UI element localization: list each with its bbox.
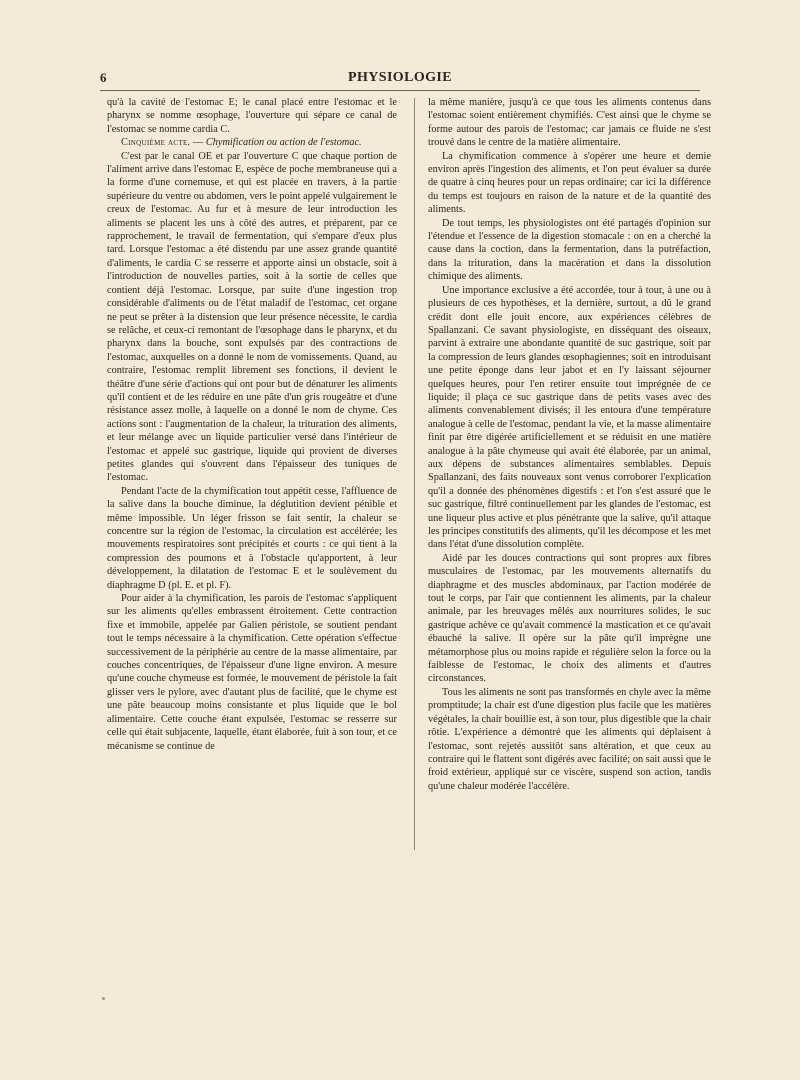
column-divider [414,98,415,850]
section-heading [107,136,397,149]
paragraph: Pendant l'acte de la chymification tout appétit cesse, l'affluence de la salive dans la bouche diminue, la déglutition devient pénible et même impossible. Un léger frisson se fait sentir, la chaleur se concentre sur la région de l'estomac, la circulation est accélérée; les mouvements respiratoires sont précipités et courts : ce qui tient à la compression des poumons et à l'obstacle qu'apportent, à leur développement, la dilatation de l'estomac E et le soulèvement du diaphragme D (pl. E. et pl. F). [107,485,397,591]
left-column [107,96,397,753]
page-number: 6 [100,70,107,85]
header-rule [100,90,700,91]
right-column [428,96,711,793]
paper-speck [102,997,105,1000]
section-dash: — [192,137,204,149]
paragraph: Une importance exclusive a été accordée, tour à tour, à une ou à plusieurs de ces hypothèses, et la dernière, surtout, a dû le grand crédit dont elle jouit encore, aux expériences célèbres de Spallanzani. Ce savant physiologiste, en disséquant des oiseaux, parvint à extraire une abondante quantité de suc gastrique, soit par la compression de leurs glandes œsophagiennes; soit en introduisant une petite éponge dans leur jabot et en l'y laissant séjourner quelques heures, pour l'en retirer ensuite tout imprégnée de ce liquide; il plaça ce suc gastrique dans de petits vases avec des aliments convenablement divisés; il les entoura d'une température analogue à celle de l'estomac, pendant la vie, et la masse alimentaire finit par être digérée artificiellement et se réduisit en une matière analogue à la pâte chymeuse qui avait été élaborée, par un animal, aux dépens de substances alimentaires semblables. Depuis Spallanzani, des faits nouveaux sont venus corroborer l'explication qu'il a donnée des phénomènes digestifs : et l'on s'est assuré que le suc gastrique, filtré continuellement par les glandes de l'estomac, est une liqueur plus active et plus pénétrante que la salive, qu'il attaque les principes constitutifs des aliments, qu'il les décompose et les met dans l'état d'une dissolution complète. [428,284,711,551]
paragraph: Tous les aliments ne sont pas transformés en chyle avec la même promptitude; la chair est d'une digestion plus facile que les matières végétales, la chair bouillie est, à son tour, plus digestible que la chair rôtie. L'expérience a démontré que les aliments qui déplaisent à l'estomac, sont rejetés aussitôt sans altération, et que ceux au contraire qui le flattent sont digérés avec facilité; on sait aussi que le froid extérieur, appliqué sur ce viscère, suspend son action, tandis qu'une chaleur modérée l'accélère. [428,686,711,792]
page-header [100,70,700,90]
paragraph-continued: la même manière, jusqu'à ce que tous les aliments contenus dans l'estomac soient entièrement chymifiés. C'est ainsi que le chyme se forme autour des parois de l'estomac; car jamais ce fluide ne s'est trouvé dans le centre de la matière alimentaire. [428,97,711,149]
paragraph: Pour aider à la chymification, les parois de l'estomac s'appliquent sur les aliments qu'elles embrassent étroitement. Cette contraction fixe et immobile, appelée par Galien péristole, se soutient pendant tout le temps nécessaire à la chymification. Cette opération s'effectue successivement de la périphérie au centre de la masse alimentaire, par couches concentriques, de l'épaisseur d'une ligne environ. A mesure qu'une couche chymeuse est formée, le mouvement de péristole la fait glisser vers le pylore, avec d'autant plus de facilité, que le chyme est une pâte beaucoup moins consistante et plus liquide que le bol alimentaire. Cette couche étant expulsée, l'estomac se resserre sur celle qui était subjacente, laquelle, étant élaborée, fuit à son tour, et ce mécanisme se continue de [107,593,397,752]
paragraph: De tout temps, les physiologistes ont été partagés d'opinion sur l'étendue et l'essence de la digestion stomacale : on en a cherché la cause dans la coction, dans la fermentation, dans la putréfaction, dans la trituration, dans la macération et dans la dissolution chimique des aliments. [428,217,711,283]
section-title: Chymification ou action de l'estomac. [205,137,362,149]
paragraph: Aidé par les douces contractions qui sont propres aux fibres musculaires de l'estomac, par les mouvements alternatifs du diaphragme et des muscles abdominaux, par l'action modérée de tout le corps, par l'air que contiennent les aliments, par la chaleur animale, par les breuvages mêlés aux nourritures solides, le suc gastrique achève ce qu'avait commencé la mastication et ce qu'avait ébauché la salive. Il opère sur la pâte qu'il imprègne une métamorphose plus ou moins rapide et régulière selon la force ou la faiblesse de l'estomac, le choix des aliments et d'autres circonstances. [428,552,711,685]
running-head: PHYSIOLOGIE [348,70,452,85]
paragraph: C'est par le canal OE et par l'ouverture C que chaque portion de l'aliment arrive dans l'estomac E, espèce de poche membraneuse qui a la forme d'une cornemuse, et qui est placée en travers, à la partie supérieure du ventre ou abdomen, vers le point appelé vulgairement le creux de l'estomac. Au fur et à mesure de leur introduction les aliments se placent les uns à côté des autres, et préparent, par ce rapprochement, le travail de fermentation, qui s'empare d'eux plus tard. Lorsque l'estomac a été distendu par une assez grande quantité d'aliments, le cardia C se resserre et apporte ainsi un obstacle, soit à l'introduction de nouvelles parties, soit à la sortie de celles que contient déjà l'estomac. Lorsque, par suite d'une ingestion trop considérable d'aliments ou de l'état maladif de l'estomac, cet organe ne peut se prêter à la distension que leur présence nécessite, le cardia se relâche, et ceux-ci remontant de l'œsophage dans le pharynx, et du pharynx dans la bouche, sont expulsés par des contractions de l'estomac, auxquelles on a donné le nom de vomissements. Quand, au contraire, l'estomac remplit librement ses fonctions, il devient le théâtre d'une série d'actions qui ont pour but de dénaturer les aliments qu'il contient et de les réduire en une pâte d'un gris rougeâtre et d'une résistance assez molle, à laquelle on a donné le nom de chyme. Ces actions sont : l'augmentation de la chaleur, la trituration des aliments, et leur mélange avec un liquide particulier versé dans l'intérieur de l'estomac et appelé suc gastrique, liquide qui provient de diverses petites glandes qui s'ouvrent dans l'épaisseur des tuniques de l'estomac. [107,150,397,484]
section-label: Cinquième acte. [121,137,191,149]
paragraph: La chymification commence à s'opérer une heure et demie environ après l'ingestion des aliments, et l'on peut évaluer sa durée de quatre à cinq heures pour un repas ordinaire; car ici la différence du temps est toujours en raison de la nature et de la quantité des aliments. [428,150,711,216]
paragraph-intro: qu'à la cavité de l'estomac E; le canal placé entre l'estomac et le pharynx se nomme œsophage, l'ouverture qui sépare ce canal de l'estomac se nomme cardia C. [107,97,397,135]
